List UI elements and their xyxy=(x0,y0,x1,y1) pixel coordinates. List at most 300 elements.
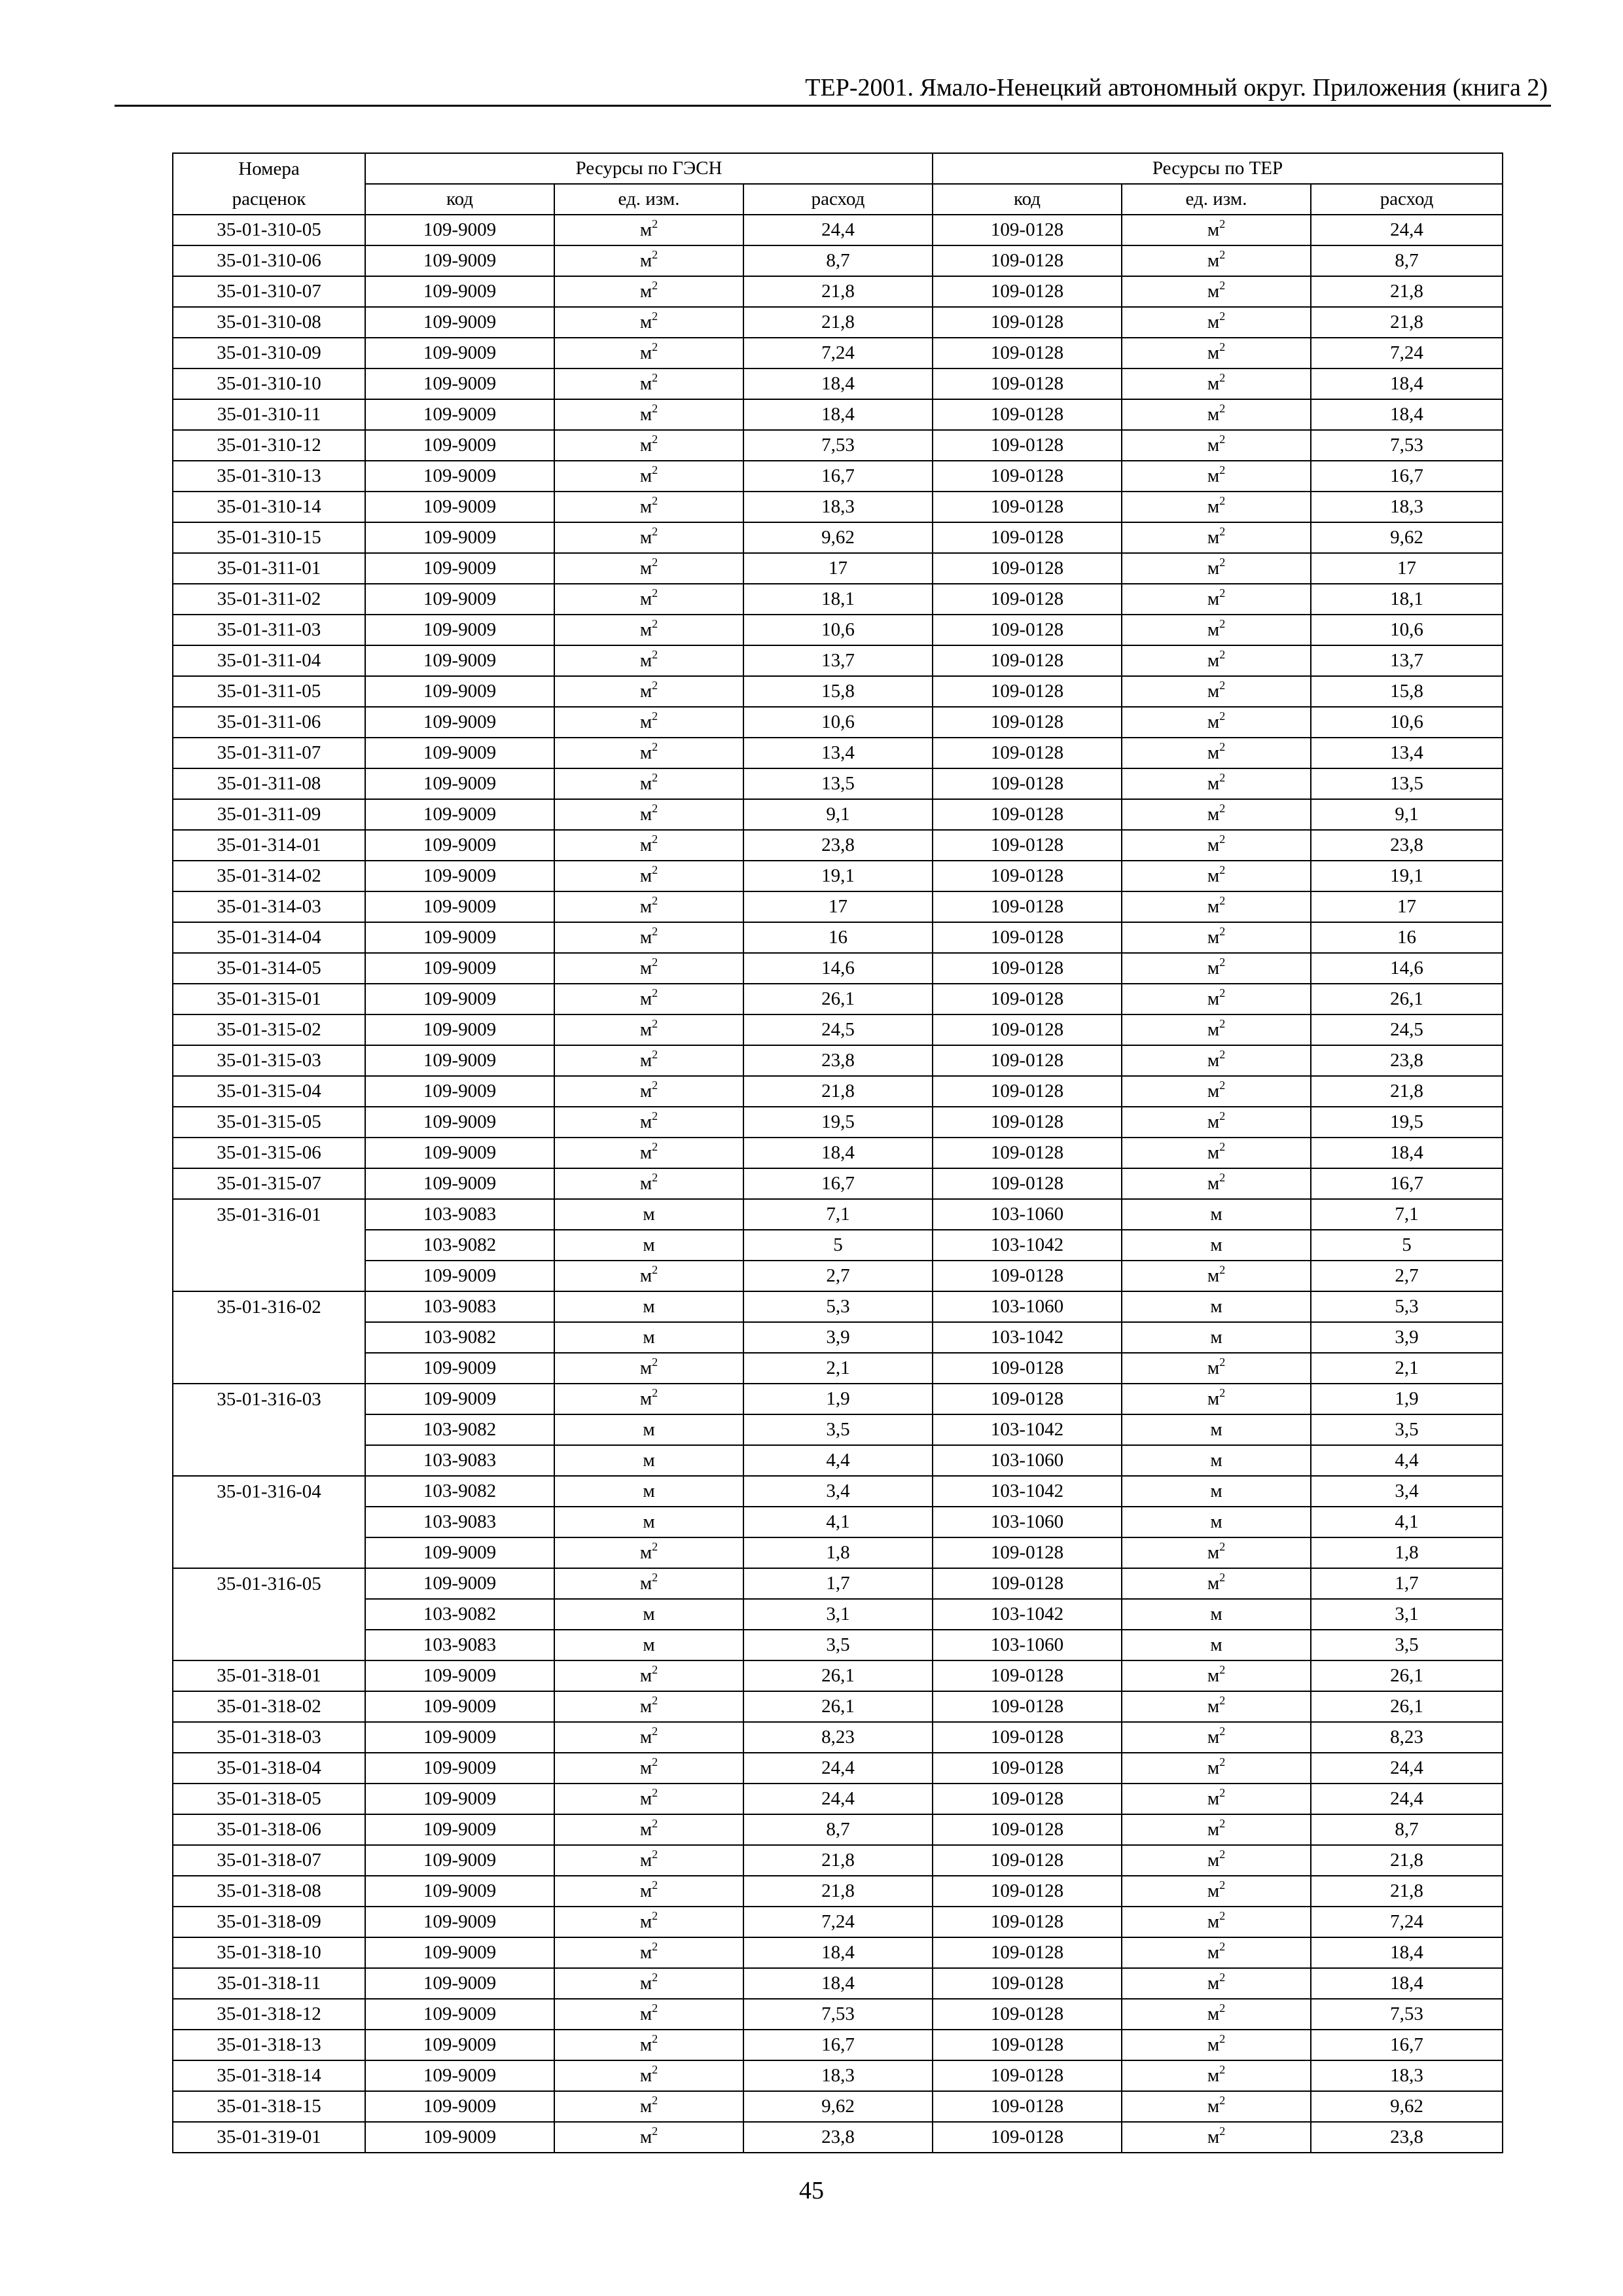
rate-number-cell: 35-01-310-14 xyxy=(173,492,365,522)
ter-code-cell: 109-0128 xyxy=(933,1107,1122,1138)
ter-code-cell: 103-1042 xyxy=(933,1322,1122,1353)
rate-number-cell: 35-01-314-01 xyxy=(173,830,365,861)
unit-text: $м^2$ xyxy=(1207,1263,1226,1286)
gesn-unit-cell xyxy=(554,1568,743,1599)
unit-text: $м^2$ xyxy=(1207,1940,1226,1963)
unit-text: $м^2$ xyxy=(639,1109,658,1132)
gesn-unit-cell xyxy=(554,615,743,645)
ter-unit-cell xyxy=(1122,584,1311,615)
unit-text: $м^2$ xyxy=(639,433,658,456)
gesn-code-cell: 109-9009 xyxy=(365,522,554,553)
table-row xyxy=(173,245,1503,276)
gesn-code-cell: 109-9009 xyxy=(365,1138,554,1168)
gesn-unit-cell xyxy=(554,1968,743,1999)
table-row xyxy=(173,1291,1503,1322)
ter-code-cell: 109-0128 xyxy=(933,492,1122,522)
gesn-qty-cell: 13,4 xyxy=(743,738,933,768)
ter-code-cell: 109-0128 xyxy=(933,1876,1122,1907)
unit-text: м xyxy=(1210,1634,1222,1655)
rate-number-cell: 35-01-310-11 xyxy=(173,399,365,430)
table-row xyxy=(173,768,1503,799)
ter-code-cell: 109-0128 xyxy=(933,338,1122,368)
rate-number-cell xyxy=(173,1537,365,1568)
ter-unit-cell xyxy=(1122,1199,1311,1230)
ter-code-cell: 109-0128 xyxy=(933,1753,1122,1784)
ter-qty-cell: 21,8 xyxy=(1311,307,1503,338)
rate-number-cell: 35-01-318-12 xyxy=(173,1999,365,2030)
unit-text: $м^2$ xyxy=(1207,556,1226,579)
table-row xyxy=(173,522,1503,553)
gesn-code-header: код xyxy=(365,184,554,215)
unit-text: $м^2$ xyxy=(639,1755,658,1778)
gesn-qty-cell: 21,8 xyxy=(743,1876,933,1907)
unit-text: $м^2$ xyxy=(639,709,658,732)
gesn-code-cell: 109-9009 xyxy=(365,984,554,1014)
rate-number-cell: 35-01-318-02 xyxy=(173,1691,365,1722)
gesn-qty-cell: 21,8 xyxy=(743,1845,933,1876)
gesn-unit-cell xyxy=(554,1445,743,1476)
ter-qty-cell: 18,1 xyxy=(1311,584,1503,615)
unit-text: $м^2$ xyxy=(639,2001,658,2024)
ter-code-cell: 103-1042 xyxy=(933,1414,1122,1445)
gesn-unit-cell xyxy=(554,1076,743,1107)
gesn-qty-cell: 26,1 xyxy=(743,984,933,1014)
ter-qty-cell: 26,1 xyxy=(1311,1691,1503,1722)
ter-qty-cell: 1,9 xyxy=(1311,1384,1503,1414)
rate-number-cell: 35-01-315-04 xyxy=(173,1076,365,1107)
gesn-code-cell: 109-9009 xyxy=(365,891,554,922)
rate-number-cell: 35-01-310-10 xyxy=(173,368,365,399)
ter-qty-cell: 24,4 xyxy=(1311,215,1503,245)
ter-unit-cell xyxy=(1122,1722,1311,1753)
ter-unit-cell xyxy=(1122,1845,1311,1876)
ter-unit-cell xyxy=(1122,1261,1311,1291)
table-row xyxy=(173,1968,1503,1999)
ter-code-cell: 109-0128 xyxy=(933,1568,1122,1599)
gesn-qty-cell: 4,4 xyxy=(743,1445,933,1476)
table-row xyxy=(173,799,1503,830)
table-row xyxy=(173,984,1503,1014)
rate-number-cell: 35-01-311-01 xyxy=(173,553,365,584)
rate-number-cell: 35-01-310-05 xyxy=(173,215,365,245)
gesn-qty-cell: 9,1 xyxy=(743,799,933,830)
gesn-code-cell: 109-9009 xyxy=(365,430,554,461)
gesn-qty-cell: 1,8 xyxy=(743,1537,933,1568)
ter-code-cell: 109-0128 xyxy=(933,1845,1122,1876)
gesn-code-cell: 109-9009 xyxy=(365,645,554,676)
unit-text: $м^2$ xyxy=(1207,1079,1226,1102)
ter-code-cell: 109-0128 xyxy=(933,891,1122,922)
rate-number-cell: 35-01-310-07 xyxy=(173,276,365,307)
gesn-qty-cell: 8,23 xyxy=(743,1722,933,1753)
gesn-qty-cell: 21,8 xyxy=(743,307,933,338)
unit-text: $м^2$ xyxy=(639,1725,658,1748)
rate-number-cell xyxy=(173,1507,365,1537)
ter-unit-cell xyxy=(1122,1476,1311,1507)
ter-code-cell: 109-0128 xyxy=(933,830,1122,861)
gesn-code-cell: 109-9009 xyxy=(365,2060,554,2091)
table-row xyxy=(173,1845,1503,1876)
rate-number-cell: 35-01-311-09 xyxy=(173,799,365,830)
unit-text: $м^2$ xyxy=(1207,986,1226,1009)
unit-text: $м^2$ xyxy=(639,2063,658,2086)
gesn-code-cell: 109-9009 xyxy=(365,399,554,430)
ter-code-header: код xyxy=(933,184,1122,215)
gesn-unit-cell xyxy=(554,1876,743,1907)
gesn-unit-cell xyxy=(554,553,743,584)
gesn-code-cell: 109-9009 xyxy=(365,676,554,707)
unit-text: $м^2$ xyxy=(1207,740,1226,763)
ter-code-cell: 109-0128 xyxy=(933,1384,1122,1414)
ter-code-cell: 103-1042 xyxy=(933,1230,1122,1261)
gesn-qty-cell: 7,24 xyxy=(743,1907,933,1937)
unit-text: $м^2$ xyxy=(639,648,658,671)
ter-unit-cell xyxy=(1122,768,1311,799)
gesn-qty-cell: 2,7 xyxy=(743,1261,933,1291)
ter-qty-cell: 9,62 xyxy=(1311,522,1503,553)
gesn-unit-cell xyxy=(554,1599,743,1630)
ter-unit-cell xyxy=(1122,676,1311,707)
ter-qty-header: расход xyxy=(1311,184,1503,215)
unit-text: $м^2$ xyxy=(639,986,658,1009)
gesn-code-cell: 109-9009 xyxy=(365,1045,554,1076)
ter-qty-cell: 1,7 xyxy=(1311,1568,1503,1599)
unit-text: $м^2$ xyxy=(1207,679,1226,702)
ter-qty-cell: 3,5 xyxy=(1311,1414,1503,1445)
ter-qty-cell: 8,7 xyxy=(1311,1814,1503,1845)
unit-text: $м^2$ xyxy=(639,617,658,640)
ter-code-cell: 103-1060 xyxy=(933,1291,1122,1322)
gesn-code-cell: 103-9083 xyxy=(365,1445,554,1476)
table-row xyxy=(173,1384,1503,1414)
rate-numbers-header-top: Номера xyxy=(173,153,365,184)
ter-unit-cell xyxy=(1122,338,1311,368)
gesn-code-cell: 109-9009 xyxy=(365,1384,554,1414)
gesn-code-cell: 109-9009 xyxy=(365,338,554,368)
gesn-qty-cell: 16,7 xyxy=(743,461,933,492)
ter-code-cell: 103-1060 xyxy=(933,1199,1122,1230)
unit-text: $м^2$ xyxy=(1207,617,1226,640)
gesn-qty-cell: 24,4 xyxy=(743,1753,933,1784)
ter-code-cell: 109-0128 xyxy=(933,2091,1122,2122)
ter-code-cell: 109-0128 xyxy=(933,1968,1122,1999)
table-row xyxy=(173,1660,1503,1691)
gesn-qty-cell: 18,3 xyxy=(743,2060,933,2091)
unit-text: $м^2$ xyxy=(1207,1540,1226,1563)
ter-qty-cell: 7,1 xyxy=(1311,1199,1503,1230)
unit-text: $м^2$ xyxy=(1207,586,1226,609)
rate-number-cell xyxy=(173,1353,365,1384)
table-row xyxy=(173,1599,1503,1630)
gesn-code-cell: 109-9009 xyxy=(365,922,554,953)
unit-text: $м^2$ xyxy=(639,1909,658,1932)
ter-qty-cell: 18,4 xyxy=(1311,1968,1503,1999)
table-row xyxy=(173,1230,1503,1261)
ter-unit-cell xyxy=(1122,1630,1311,1660)
ter-code-cell: 109-0128 xyxy=(933,276,1122,307)
gesn-code-cell: 109-9009 xyxy=(365,1691,554,1722)
ter-qty-cell: 7,24 xyxy=(1311,1907,1503,1937)
gesn-qty-cell: 19,5 xyxy=(743,1107,933,1138)
ter-qty-cell: 16 xyxy=(1311,922,1503,953)
unit-text: $м^2$ xyxy=(639,1971,658,1994)
ter-unit-cell xyxy=(1122,953,1311,984)
gesn-qty-cell: 5 xyxy=(743,1230,933,1261)
ter-qty-cell: 23,8 xyxy=(1311,2122,1503,2153)
unit-text: $м^2$ xyxy=(1207,1663,1226,1686)
unit-text: $м^2$ xyxy=(1207,463,1226,486)
unit-text: $м^2$ xyxy=(639,679,658,702)
table-row xyxy=(173,399,1503,430)
table-row xyxy=(173,1353,1503,1384)
ter-unit-cell xyxy=(1122,461,1311,492)
document-title: ТЕР-2001. Ямало-Ненецкий автономный округ. Приложения (книга 2) xyxy=(805,74,1548,101)
gesn-code-cell: 109-9009 xyxy=(365,738,554,768)
unit-text: м xyxy=(1210,1204,1222,1225)
gesn-unit-cell xyxy=(554,1630,743,1660)
rate-number-cell: 35-01-311-03 xyxy=(173,615,365,645)
gesn-qty-cell: 19,1 xyxy=(743,861,933,891)
ter-qty-cell: 1,8 xyxy=(1311,1537,1503,1568)
ter-qty-cell: 3,5 xyxy=(1311,1630,1503,1660)
rate-number-cell: 35-01-310-15 xyxy=(173,522,365,553)
ter-code-cell: 109-0128 xyxy=(933,2060,1122,2091)
rate-number-cell: 35-01-315-02 xyxy=(173,1014,365,1045)
gesn-unit-cell xyxy=(554,1691,743,1722)
table-row xyxy=(173,830,1503,861)
gesn-unit-cell xyxy=(554,1138,743,1168)
gesn-unit-cell xyxy=(554,1322,743,1353)
unit-text: м xyxy=(1210,1296,1222,1317)
gesn-qty-cell: 9,62 xyxy=(743,522,933,553)
unit-text: $м^2$ xyxy=(639,1263,658,1286)
gesn-qty-cell: 3,9 xyxy=(743,1322,933,1353)
unit-text: $м^2$ xyxy=(639,463,658,486)
ter-code-cell: 109-0128 xyxy=(933,861,1122,891)
ter-code-cell: 109-0128 xyxy=(933,461,1122,492)
rate-number-cell: 35-01-314-04 xyxy=(173,922,365,953)
ter-unit-cell xyxy=(1122,1784,1311,1814)
ter-qty-cell: 23,8 xyxy=(1311,1045,1503,1076)
gesn-unit-cell xyxy=(554,707,743,738)
gesn-unit-cell xyxy=(554,1199,743,1230)
gesn-code-cell: 109-9009 xyxy=(365,1814,554,1845)
unit-text: $м^2$ xyxy=(639,340,658,363)
ter-code-cell: 109-0128 xyxy=(933,1537,1122,1568)
unit-text: $м^2$ xyxy=(1207,2032,1226,2055)
unit-text: $м^2$ xyxy=(1207,433,1226,456)
ter-code-cell: 109-0128 xyxy=(933,707,1122,738)
gesn-code-cell: 103-9082 xyxy=(365,1414,554,1445)
gesn-qty-cell: 24,4 xyxy=(743,1784,933,1814)
ter-qty-cell: 21,8 xyxy=(1311,1845,1503,1876)
gesn-unit-cell xyxy=(554,1045,743,1076)
table-body xyxy=(173,215,1503,2153)
rate-number-cell: 35-01-316-01 xyxy=(173,1199,365,1230)
ter-qty-cell: 13,4 xyxy=(1311,738,1503,768)
gesn-qty-cell: 8,7 xyxy=(743,245,933,276)
ter-qty-cell: 26,1 xyxy=(1311,984,1503,1014)
rate-number-cell: 35-01-310-09 xyxy=(173,338,365,368)
table-row xyxy=(173,1999,1503,2030)
ter-unit-cell xyxy=(1122,276,1311,307)
gesn-unit-cell xyxy=(554,645,743,676)
unit-text: $м^2$ xyxy=(639,279,658,302)
gesn-unit-cell xyxy=(554,1999,743,2030)
ter-qty-cell: 8,7 xyxy=(1311,245,1503,276)
unit-text: $м^2$ xyxy=(1207,1755,1226,1778)
unit-text: м xyxy=(1210,1480,1222,1501)
unit-text: $м^2$ xyxy=(1207,371,1226,394)
rate-number-cell: 35-01-318-15 xyxy=(173,2091,365,2122)
ter-code-cell: 109-0128 xyxy=(933,1691,1122,1722)
ter-qty-cell: 7,53 xyxy=(1311,1999,1503,2030)
rate-number-cell: 35-01-318-09 xyxy=(173,1907,365,1937)
ter-code-cell: 103-1060 xyxy=(933,1445,1122,1476)
ter-code-cell: 109-0128 xyxy=(933,953,1122,984)
ter-unit-cell xyxy=(1122,1876,1311,1907)
ter-qty-cell: 3,1 xyxy=(1311,1599,1503,1630)
rate-number-cell: 35-01-310-12 xyxy=(173,430,365,461)
rate-number-cell xyxy=(173,1630,365,1660)
table-row xyxy=(173,430,1503,461)
ter-qty-cell: 24,4 xyxy=(1311,1784,1503,1814)
rate-numbers-header-bottom: расценок xyxy=(173,184,365,215)
gesn-code-cell: 109-9009 xyxy=(365,861,554,891)
gesn-unit-cell xyxy=(554,2122,743,2153)
unit-text: $м^2$ xyxy=(1207,248,1226,271)
ter-qty-cell: 10,6 xyxy=(1311,707,1503,738)
unit-text: $м^2$ xyxy=(1207,648,1226,671)
unit-text: $м^2$ xyxy=(1207,1817,1226,1840)
unit-text: $м^2$ xyxy=(1207,709,1226,732)
gesn-qty-cell: 24,5 xyxy=(743,1014,933,1045)
ter-qty-cell: 9,1 xyxy=(1311,799,1503,830)
gesn-code-cell: 109-9009 xyxy=(365,1937,554,1968)
gesn-unit-cell xyxy=(554,1907,743,1937)
gesn-unit-cell xyxy=(554,768,743,799)
unit-text: $м^2$ xyxy=(639,2094,658,2117)
unit-text: $м^2$ xyxy=(639,771,658,794)
ter-qty-cell: 24,4 xyxy=(1311,1753,1503,1784)
unit-text: $м^2$ xyxy=(1207,494,1226,517)
rate-number-cell: 35-01-314-03 xyxy=(173,891,365,922)
ter-code-cell: 109-0128 xyxy=(933,522,1122,553)
ter-code-cell: 109-0128 xyxy=(933,399,1122,430)
ter-unit-cell xyxy=(1122,368,1311,399)
ter-code-cell: 109-0128 xyxy=(933,1814,1122,1845)
table-row xyxy=(173,1630,1503,1660)
gesn-qty-cell: 14,6 xyxy=(743,953,933,984)
header-row-columns xyxy=(173,184,1503,215)
resources-table xyxy=(172,152,1503,2153)
unit-text: $м^2$ xyxy=(1207,2094,1226,2117)
gesn-unit-cell xyxy=(554,522,743,553)
gesn-unit-cell xyxy=(554,1230,743,1261)
gesn-unit-cell xyxy=(554,676,743,707)
unit-text: $м^2$ xyxy=(639,371,658,394)
table-row xyxy=(173,2030,1503,2060)
table-row xyxy=(173,1445,1503,1476)
rate-number-cell: 35-01-318-05 xyxy=(173,1784,365,1814)
ter-unit-cell xyxy=(1122,1445,1311,1476)
unit-text: $м^2$ xyxy=(639,2125,658,2147)
gesn-unit-cell xyxy=(554,738,743,768)
unit-text: $м^2$ xyxy=(1207,340,1226,363)
gesn-unit-cell xyxy=(554,1168,743,1199)
gesn-qty-cell: 3,4 xyxy=(743,1476,933,1507)
rate-number-cell: 35-01-315-05 xyxy=(173,1107,365,1138)
unit-text: $м^2$ xyxy=(639,1571,658,1594)
unit-text: $м^2$ xyxy=(1207,1017,1226,1040)
rate-number-cell: 35-01-318-14 xyxy=(173,2060,365,2091)
unit-text: $м^2$ xyxy=(1207,1386,1226,1409)
gesn-code-cell: 109-9009 xyxy=(365,276,554,307)
ter-qty-cell: 26,1 xyxy=(1311,1660,1503,1691)
gesn-unit-cell xyxy=(554,1291,743,1322)
unit-text: $м^2$ xyxy=(639,863,658,886)
unit-text: м xyxy=(643,1327,655,1348)
gesn-code-cell: 109-9009 xyxy=(365,1568,554,1599)
unit-text: $м^2$ xyxy=(1207,1048,1226,1071)
ter-unit-cell xyxy=(1122,399,1311,430)
gesn-qty-cell: 16 xyxy=(743,922,933,953)
gesn-code-cell: 109-9009 xyxy=(365,1907,554,1937)
ter-unit-cell xyxy=(1122,2030,1311,2060)
ter-code-cell: 109-0128 xyxy=(933,1138,1122,1168)
gesn-code-cell: 103-9082 xyxy=(365,1322,554,1353)
rate-number-cell: 35-01-315-03 xyxy=(173,1045,365,1076)
unit-text: $м^2$ xyxy=(1207,802,1226,825)
gesn-unit-cell xyxy=(554,1660,743,1691)
ter-unit-cell xyxy=(1122,1999,1311,2030)
ter-unit-cell xyxy=(1122,2060,1311,2091)
unit-text: м xyxy=(643,1296,655,1317)
gesn-qty-cell: 13,7 xyxy=(743,645,933,676)
ter-unit-cell xyxy=(1122,1660,1311,1691)
ter-unit-cell xyxy=(1122,1568,1311,1599)
ter-unit-cell xyxy=(1122,1014,1311,1045)
unit-text: $м^2$ xyxy=(639,1355,658,1378)
table-row xyxy=(173,1937,1503,1968)
ter-unit-cell xyxy=(1122,245,1311,276)
gesn-unit-cell xyxy=(554,1814,743,1845)
table-row xyxy=(173,615,1503,645)
rate-number-cell: 35-01-318-06 xyxy=(173,1814,365,1845)
gesn-code-cell: 103-9083 xyxy=(365,1199,554,1230)
unit-text: $м^2$ xyxy=(639,402,658,425)
table-row xyxy=(173,1014,1503,1045)
ter-unit-cell xyxy=(1122,861,1311,891)
gesn-unit-cell xyxy=(554,953,743,984)
gesn-code-cell: 109-9009 xyxy=(365,2030,554,2060)
ter-unit-cell xyxy=(1122,2122,1311,2153)
gesn-unit-cell xyxy=(554,799,743,830)
ter-code-cell: 103-1042 xyxy=(933,1599,1122,1630)
table-row xyxy=(173,584,1503,615)
ter-unit-cell xyxy=(1122,1107,1311,1138)
gesn-qty-cell: 23,8 xyxy=(743,1045,933,1076)
rate-number-cell: 35-01-311-02 xyxy=(173,584,365,615)
gesn-code-cell: 109-9009 xyxy=(365,2091,554,2122)
gesn-code-cell: 109-9009 xyxy=(365,1876,554,1907)
unit-text: $м^2$ xyxy=(1207,1171,1226,1194)
unit-text: $м^2$ xyxy=(1207,217,1226,240)
unit-text: $м^2$ xyxy=(1207,1971,1226,1994)
gesn-code-cell: 109-9009 xyxy=(365,1753,554,1784)
gesn-qty-cell: 18,4 xyxy=(743,1968,933,1999)
gesn-unit-cell xyxy=(554,307,743,338)
